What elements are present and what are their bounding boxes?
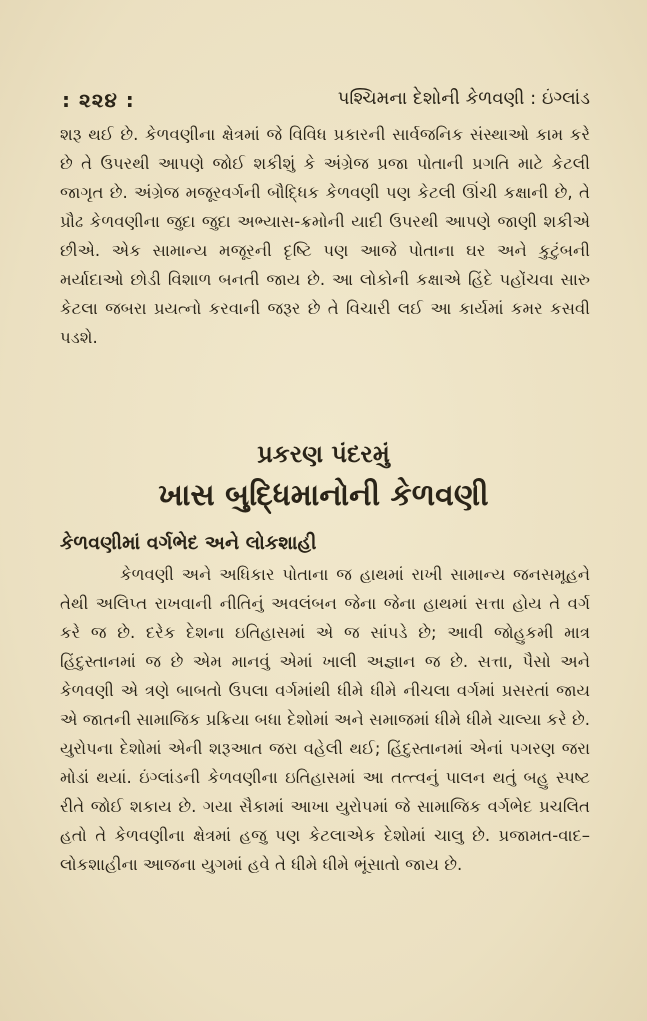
chapter-number: પ્રકરણ પંદરમું — [257, 440, 390, 468]
body-paragraph: શરૂ થઈ છે. કેળવણીના ક્ષેત્રમાં જે વિવિધ પ્રકારની સાર્વજનિક સંસ્થાઓ કામ કરે છે તે ઉપરથી આપણે જોઈ શકીશું કે અંગ્રેજ પ્રજા પોતાની પ્રગતિ માટે કેટલી જાગૃત છે. અંગ્રેજ મજૂરવર્ગની બૌદ્ધિક કેળવણી પણ કેટલી ઊંચી કક્ષાની છે, તે પ્રૌઢ કેળવણીના જુદા જુદા અભ્યાસ-ક્રમોની યાદી ઉપરથી આપણે જાણી શકીએ છીએ. એક સામાન્ય મજૂરની દૃષ્ટિ પણ આજે પોતાના ઘર અને કુટુંબની મર્યાદાઓ છોડી વિશાળ બનતી જાય છે. આ લોકોની કક્ષાએ હિંદે પહોંચવા સારુ કેટલા જબરા પ્રયત્નો કરવાની જરૂર છે તે વિચારી લઈ આ કાર્યમાં કમર કસવી પડશે. — [60, 125, 590, 347]
page-number: : ૨૨૪ : — [62, 88, 135, 112]
running-title: પશ્ચિમના દેશોની કેળવણી : ઇંગ્લાંડ — [337, 88, 590, 109]
page-header — [62, 88, 590, 118]
section-paragraph: કેળવણી અને અધિકાર પોતાના જ હાથમાં રાખી સામાન્ય જનસમૂહને તેથી અલિપ્ત રાખવાની નીતિનું અવલંબન જેના જેના હાથમાં સત્તા હોય તે વર્ગ કરે જ છે. દરેક દેશના ઇતિહાસમાં એ જ સાંપડે છે; આવી જોહુકમી માત્ર હિંદુસ્તાનમાં જ છે એમ માનવું એમાં ખાલી અજ્ઞાન જ છે. સત્તા, પૈસો અને કેળવણી એ ત્રણે બાબતો ઉપલા વર્ગમાંથી ધીમે ધીમે નીચલા વર્ગમાં પ્રસરતાં જાય એ જાતની સામાજિક પ્રક્રિયા બધા દેશોમાં અને સમાજમાં ધીમે ધીમે ચાલ્યા કરે છે. યુરોપના દેશોમાં એની શરૂઆત જરા વહેલી થઈ; હિંદુસ્તાનમાં એનાં પગરણ જરા મોડાં થયાં. ઇંગ્લાંડની કેળવણીના ઇતિહાસમાં આ તત્ત્વનું પાલન થતું બહુ સ્પષ્ટ રીતે જોઈ શકાય છે. ગયા સૈકામાં આખા યુરોપમાં જે સામાજિક વર્ગભેદ પ્રચલિત હતો તે કેળવણીના ક્ષેત્રમાં હજુ પણ કેટલાએક દેશોમાં ચાલુ છે. પ્રજામત-વાદ–લોકશાહીના આજના યુગમાં હવે તે ધીમે ધીમે ભૂંસાતો જાય છે. — [60, 565, 590, 874]
section-heading: કેળવણીમાં વર્ગભેદ અને લોકશાહી — [60, 532, 317, 554]
chapter-title: ખાસ બુદ્ધિમાનોની કેળવણી — [158, 478, 489, 513]
